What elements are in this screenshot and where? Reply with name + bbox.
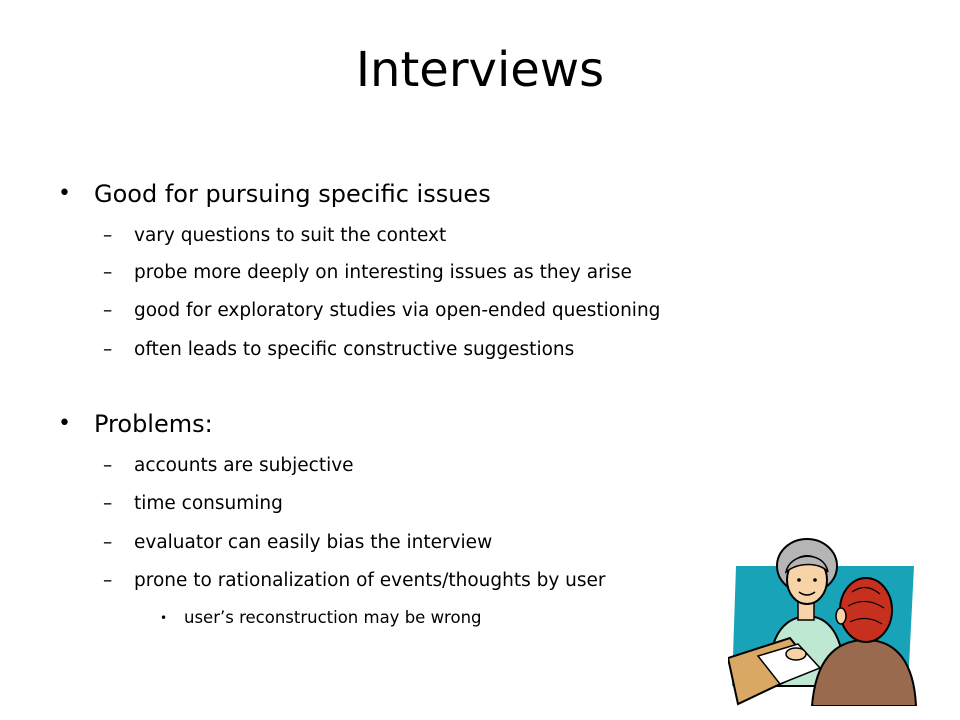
list-item: often leads to specific constructive suggestions (134, 339, 575, 360)
dash-icon: – (103, 339, 113, 360)
list-item: evaluator can easily bias the interview (134, 532, 493, 553)
bullet-icon: • (58, 411, 71, 436)
man-ear-shape (836, 608, 846, 624)
woman-eye-shape (797, 578, 801, 582)
dash-icon: – (103, 225, 113, 246)
dash-icon: – (103, 532, 113, 553)
list-item: prone to rationalization of events/thoughts by user (134, 570, 606, 591)
list-item: vary questions to suit the context (134, 225, 447, 246)
dash-icon: – (103, 262, 113, 283)
dash-icon: – (103, 570, 113, 591)
dash-icon: – (103, 455, 113, 476)
section-heading-good-for: Good for pursuing specific issues (94, 180, 491, 208)
bullet-icon: • (58, 181, 71, 206)
section-heading-problems: Problems: (94, 410, 213, 438)
list-item: good for exploratory studies via open-ended questioning (134, 300, 661, 321)
dash-icon: – (103, 493, 113, 514)
sub-list-item: user’s reconstruction may be wrong (184, 608, 482, 627)
woman-eye-shape (813, 578, 817, 582)
list-item: time consuming (134, 493, 283, 514)
bullet-icon: • (160, 611, 168, 625)
list-item: probe more deeply on interesting issues as they arise (134, 262, 632, 283)
list-item: accounts are subjective (134, 455, 354, 476)
slide-title: Interviews (355, 42, 605, 98)
woman-hand-shape (786, 648, 806, 660)
interview-clipart-icon (728, 536, 918, 706)
dash-icon: – (103, 300, 113, 321)
